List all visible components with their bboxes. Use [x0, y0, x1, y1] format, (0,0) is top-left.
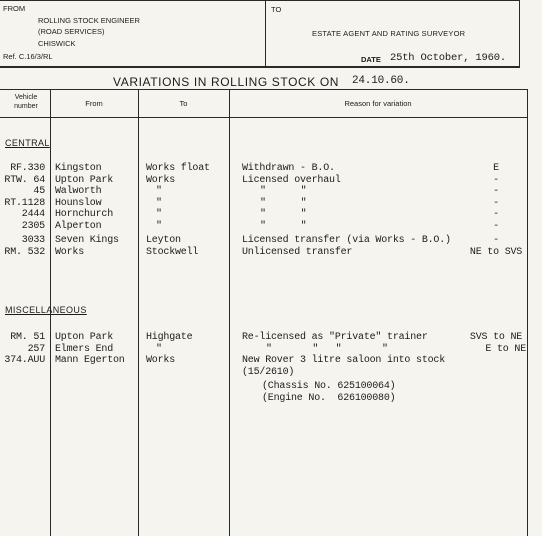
to-depot: Stockwell	[146, 247, 199, 258]
col-header-from: From	[85, 99, 103, 108]
to-depot: "	[156, 197, 162, 209]
from-depot: Mann Egerton	[55, 355, 125, 366]
to-label: TO	[271, 5, 282, 14]
area-code: -	[493, 209, 499, 220]
from-depot: Upton Park	[55, 332, 114, 343]
vehicle-number: 374.AUU	[4, 355, 45, 366]
from-line-1: ROLLING STOCK ENGINEER	[38, 16, 140, 25]
col-header-to: To	[179, 99, 188, 108]
from-depot: Hounslow	[55, 197, 102, 209]
page-title: VARIATIONS IN ROLLING STOCK ON	[113, 75, 340, 89]
vehicle-number: RTW. 64	[4, 174, 45, 186]
reason: Licensed overhaul	[242, 174, 341, 186]
col-header-vehicle: Vehicle number	[14, 94, 38, 110]
reason-continuation-2: (Chassis No. 625100064)	[262, 381, 396, 392]
to-depot: Works	[146, 355, 176, 366]
table-right-rule	[527, 89, 528, 536]
reason: " "	[260, 186, 307, 197]
header-top-rule	[0, 0, 520, 1]
from-depot: Seven Kings	[55, 235, 119, 246]
col-divider-3	[229, 89, 230, 536]
header-bottom-rule	[0, 66, 520, 68]
from-depot: Alperton	[55, 220, 102, 232]
to-depot: "	[156, 186, 162, 197]
reason: " " " "	[266, 343, 388, 355]
from-line-3: CHISWICK	[38, 39, 76, 48]
to-depot: "	[156, 343, 162, 355]
area-code: -	[493, 174, 499, 186]
vehicle-number: RT.1128	[4, 197, 45, 209]
from-depot: Works	[55, 247, 85, 258]
title-date: 24.10.60.	[352, 75, 410, 87]
from-depot: Upton Park	[55, 174, 114, 186]
section-heading-miscellaneous: MISCELLANEOUS	[5, 305, 87, 315]
date-label: DATE	[361, 55, 381, 64]
vehicle-number: 2305	[21, 220, 45, 232]
date-value: 25th October, 1960.	[390, 52, 506, 64]
area-code: E to NE	[485, 343, 526, 355]
reason: Withdrawn - B.O.	[242, 163, 335, 174]
vehicle-number: 45	[33, 186, 45, 197]
reason: " "	[260, 197, 307, 209]
reason-continuation-1: (15/2610)	[242, 367, 295, 378]
reason: Unlicensed transfer	[242, 247, 353, 258]
area-code: -	[493, 186, 499, 197]
table-header-rule	[0, 117, 528, 118]
area-code: SVS to NE	[469, 332, 523, 343]
to-value: ESTATE AGENT AND RATING SURVEYOR	[312, 29, 466, 38]
from-depot: Hornchurch	[55, 209, 114, 220]
ref-number: Ref. C.16/3/RL	[3, 52, 53, 61]
from-depot: Walworth	[55, 186, 102, 197]
area-code: -	[493, 235, 499, 246]
reason: Re-licensed as "Private" trainer	[242, 332, 428, 343]
area-code: -	[493, 220, 499, 232]
to-depot: Works	[146, 174, 176, 186]
reason: Licensed transfer (via Works - B.O.)	[242, 235, 451, 246]
vehicle-number: RM. 51	[10, 332, 45, 343]
header-right-rule	[519, 0, 520, 67]
section-heading-central: CENTRAL	[5, 138, 50, 148]
area-code: NE to SVS	[469, 247, 523, 258]
from-depot: Kingston	[55, 163, 102, 174]
vehicle-number: 257	[27, 343, 45, 355]
to-depot: Highgate	[146, 332, 193, 343]
header-divider	[265, 0, 266, 67]
vehicle-number: RF.330	[10, 163, 45, 174]
area-code: E	[493, 163, 499, 174]
reason: " "	[260, 209, 307, 220]
vehicle-number: 2444	[21, 209, 45, 220]
from-line-2: (ROAD SERVICES)	[38, 27, 105, 36]
to-depot: Works float	[146, 163, 210, 174]
from-label: FROM	[3, 4, 26, 13]
reason: New Rover 3 litre saloon into stock	[242, 355, 446, 366]
to-depot: "	[156, 220, 162, 232]
to-depot: Leyton	[146, 235, 181, 246]
reason: " "	[260, 220, 307, 232]
to-depot: "	[156, 209, 162, 220]
table-top-rule	[0, 89, 528, 90]
reason-continuation-3: (Engine No. 626100080)	[262, 393, 396, 404]
vehicle-number: RM. 532	[4, 247, 45, 258]
area-code: -	[493, 197, 499, 209]
col-divider-2	[138, 89, 139, 536]
vehicle-number: 3033	[21, 235, 45, 246]
from-depot: Elmers End	[55, 343, 114, 355]
col-header-reason: Reason for variation	[344, 99, 412, 108]
